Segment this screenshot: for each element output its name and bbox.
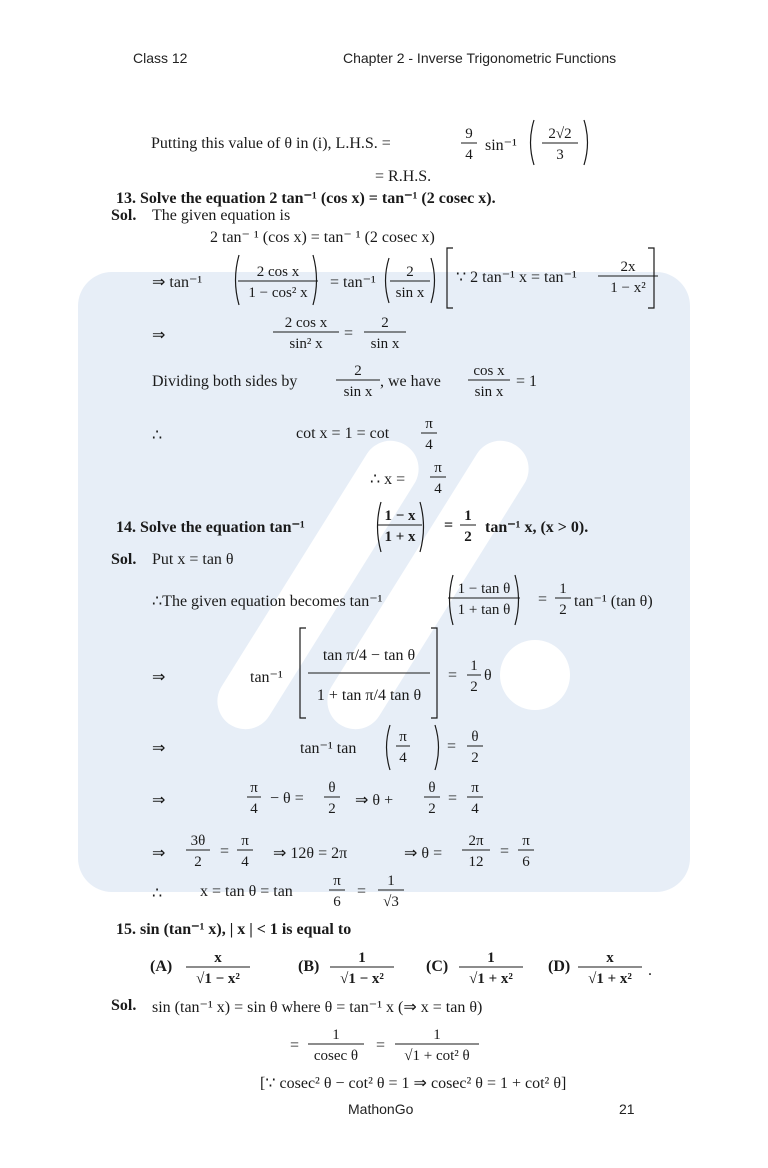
fraction-denominator: 4 <box>471 801 479 817</box>
right-bracket <box>648 248 654 308</box>
fraction-numerator: θ <box>471 729 479 745</box>
fraction-denominator: 1 + tan θ <box>457 602 511 618</box>
option-a: (A) <box>150 958 173 975</box>
text-line: tan⁻¹ x, (x > 0). <box>485 519 589 536</box>
text-line: sin (tan⁻¹ x) = sin θ where θ = tan⁻¹ x (⇒ x = tan θ) <box>152 999 483 1016</box>
fraction-numerator: 2 cos x <box>284 315 328 331</box>
fraction-numerator: π <box>241 833 249 849</box>
right-paren <box>431 258 435 303</box>
equals: = <box>444 517 454 534</box>
fraction-numerator: x <box>214 950 222 966</box>
fraction-denominator: 2 <box>428 801 436 817</box>
left-paren <box>450 575 454 625</box>
fraction-denominator: 1 + x <box>384 529 416 545</box>
therefore: ∴ <box>152 885 163 902</box>
right-bracket <box>431 628 437 718</box>
therefore: ∴ <box>152 427 163 444</box>
question-15: 15. sin (tan⁻¹ x), | x | < 1 is equal to <box>116 921 352 938</box>
question-14: 14. Solve the equation tan⁻¹ <box>116 519 305 536</box>
fraction-numerator: π <box>471 780 479 796</box>
equals: = <box>448 667 458 684</box>
fraction-numerator: θ <box>328 780 336 796</box>
right-paren <box>584 120 588 165</box>
right-paren <box>313 255 317 305</box>
fraction-denominator: sin x <box>370 336 400 352</box>
text-line: Dividing both sides by <box>152 373 298 390</box>
fraction-numerator: 3θ <box>190 833 206 849</box>
text-line: ∵ 2 tan⁻¹ x = tan⁻¹ <box>456 269 577 286</box>
text-line: sin⁻¹ <box>485 137 517 154</box>
fraction-numerator: 1 <box>487 950 495 966</box>
fraction-denominator: √1 + cot² θ <box>404 1048 470 1064</box>
fraction-denominator: 4 <box>241 854 249 870</box>
text-line: ∴The given equation becomes tan⁻¹ <box>152 593 383 610</box>
text-line: The given equation is <box>152 207 291 224</box>
option-b: (B) <box>298 958 320 975</box>
fraction-denominator: 4 <box>425 437 433 453</box>
text-line: ⇒ tan⁻¹ <box>152 274 203 291</box>
fraction-numerator: 1 <box>387 873 395 889</box>
fraction-denominator: √1 − x² <box>196 971 240 987</box>
question-13: 13. Solve the equation 2 tan⁻¹ (cos x) = tan⁻¹ (2 cosec x). <box>116 190 496 207</box>
equals: = <box>500 843 510 860</box>
right-paren <box>435 725 439 770</box>
fraction-denominator: 2 <box>328 801 336 817</box>
fraction-denominator: cosec θ <box>313 1048 359 1064</box>
left-bracket <box>447 248 453 308</box>
left-paren <box>236 255 240 305</box>
fraction-numerator: θ <box>428 780 436 796</box>
fraction-denominator: 6 <box>522 854 530 870</box>
equals: = <box>357 883 367 900</box>
left-paren <box>531 120 535 165</box>
fraction-numerator: π <box>522 833 530 849</box>
fraction-denominator: 2 <box>471 750 479 766</box>
text-line: − θ = <box>270 790 304 807</box>
text-line: = R.H.S. <box>375 168 432 185</box>
fraction-numerator: π <box>434 460 442 476</box>
option-c: (C) <box>426 958 449 975</box>
fraction-denominator: √3 <box>383 894 399 910</box>
fraction-denominator: 4 <box>465 147 473 163</box>
fraction-denominator: √1 + x² <box>469 971 513 987</box>
text-line: ∴ x = <box>370 471 406 488</box>
fraction-numerator: 1 − tan θ <box>457 581 511 597</box>
fraction-numerator: x <box>606 950 614 966</box>
text-line: ⇒ θ + <box>355 792 394 809</box>
arrow: ⇒ <box>152 845 166 862</box>
fraction-denominator: 1 − cos² x <box>248 285 308 301</box>
fraction-numerator: 2 cos x <box>256 264 300 280</box>
fraction-numerator: 1 <box>433 1027 441 1043</box>
text-line: Putting this value of θ in (i), L.H.S. = <box>151 135 391 152</box>
arrow: ⇒ <box>152 669 166 686</box>
fraction-numerator: 1 <box>332 1027 340 1043</box>
fraction-denominator: sin x <box>395 285 425 301</box>
fraction-denominator: sin x <box>474 384 504 400</box>
fraction-numerator: π <box>333 873 341 889</box>
text-line: , we have <box>380 373 441 390</box>
arrow: ⇒ <box>152 740 166 757</box>
fraction-denominator: 2 <box>194 854 202 870</box>
text-line: [∵ cosec² θ − cot² θ = 1 ⇒ cosec² θ = 1 + cot² θ] <box>260 1075 567 1092</box>
fraction-numerator: 2x <box>620 259 636 275</box>
fraction-numerator: 1 <box>464 508 472 524</box>
text-line: 2 tan⁻ ¹ (cos x) = tan⁻ ¹ (2 cosec x) <box>210 229 435 246</box>
fraction-numerator: 2 <box>354 363 362 379</box>
fraction-denominator: 1 + tan π/4 tan θ <box>316 687 422 704</box>
footer-page-number: 21 <box>619 1101 635 1117</box>
equals: = <box>290 1037 300 1054</box>
fraction-numerator: tan π/4 − tan θ <box>322 647 416 664</box>
text-line: cot x = 1 = cot <box>296 425 390 442</box>
equals: = <box>376 1037 386 1054</box>
arrow: ⇒ <box>152 327 166 344</box>
left-paren <box>387 725 391 770</box>
text-line: x = tan θ = tan <box>200 883 293 900</box>
arrow: ⇒ <box>152 792 166 809</box>
sol-label: Sol. <box>111 997 137 1014</box>
fraction-numerator: 2π <box>468 833 484 849</box>
right-paren <box>515 575 519 625</box>
header-class: Class 12 <box>133 50 188 66</box>
period: . <box>648 962 652 979</box>
fraction-numerator: 2 <box>406 264 414 280</box>
fraction-denominator: 1 − x² <box>610 280 646 296</box>
left-bracket <box>300 628 306 718</box>
fraction-denominator: 2 <box>470 679 478 695</box>
text-line: = 1 <box>516 373 538 390</box>
fraction-numerator: π <box>425 416 433 432</box>
text-line: Put x = tan θ <box>152 551 234 568</box>
text-line: tan⁻¹ (tan θ) <box>574 593 653 610</box>
sol-label: Sol. <box>111 207 137 224</box>
fraction-numerator: 1 <box>470 658 478 674</box>
fraction-denominator: 4 <box>399 750 407 766</box>
equals: = <box>344 325 354 342</box>
fraction-numerator: cos x <box>473 363 505 379</box>
fraction-denominator: √1 + x² <box>588 971 632 987</box>
left-paren <box>378 502 382 552</box>
fraction-numerator: π <box>250 780 258 796</box>
text-line: tan⁻¹ tan <box>300 740 357 757</box>
fraction-denominator: 4 <box>250 801 258 817</box>
fraction-numerator: 1 − x <box>384 508 416 524</box>
fraction-denominator: sin² x <box>289 336 323 352</box>
option-d: (D) <box>548 958 571 975</box>
fraction-denominator: 4 <box>434 481 442 497</box>
sol-label: Sol. <box>111 551 137 568</box>
fraction-denominator: 2 <box>464 529 472 545</box>
text-line: = tan⁻¹ <box>330 274 376 291</box>
fraction-numerator: π <box>399 729 407 745</box>
fraction-denominator: 3 <box>556 147 564 163</box>
footer-brand: MathonGo <box>348 1101 414 1117</box>
fraction-numerator: 2√2 <box>548 126 572 142</box>
fraction-denominator: √1 − x² <box>340 971 384 987</box>
text-line: θ <box>484 667 492 684</box>
fraction-denominator: sin x <box>343 384 373 400</box>
fraction-numerator: 1 <box>358 950 366 966</box>
header-chapter: Chapter 2 - Inverse Trigonometric Functions <box>343 50 617 66</box>
fraction-denominator: 2 <box>559 602 567 618</box>
fraction-numerator: 1 <box>559 581 567 597</box>
equals: = <box>538 591 548 608</box>
text-line: ⇒ θ = <box>404 845 443 862</box>
text-line: tan⁻¹ <box>250 669 283 686</box>
fraction-denominator: 6 <box>333 894 341 910</box>
equals: = <box>447 738 457 755</box>
text-line: ⇒ 12θ = 2π <box>273 845 348 862</box>
equals: = <box>448 790 458 807</box>
fraction-numerator: 2 <box>381 315 389 331</box>
right-paren <box>420 502 424 552</box>
left-paren <box>386 258 390 303</box>
fraction-numerator: 9 <box>465 126 473 142</box>
equals: = <box>220 843 230 860</box>
fraction-denominator: 12 <box>468 854 484 870</box>
